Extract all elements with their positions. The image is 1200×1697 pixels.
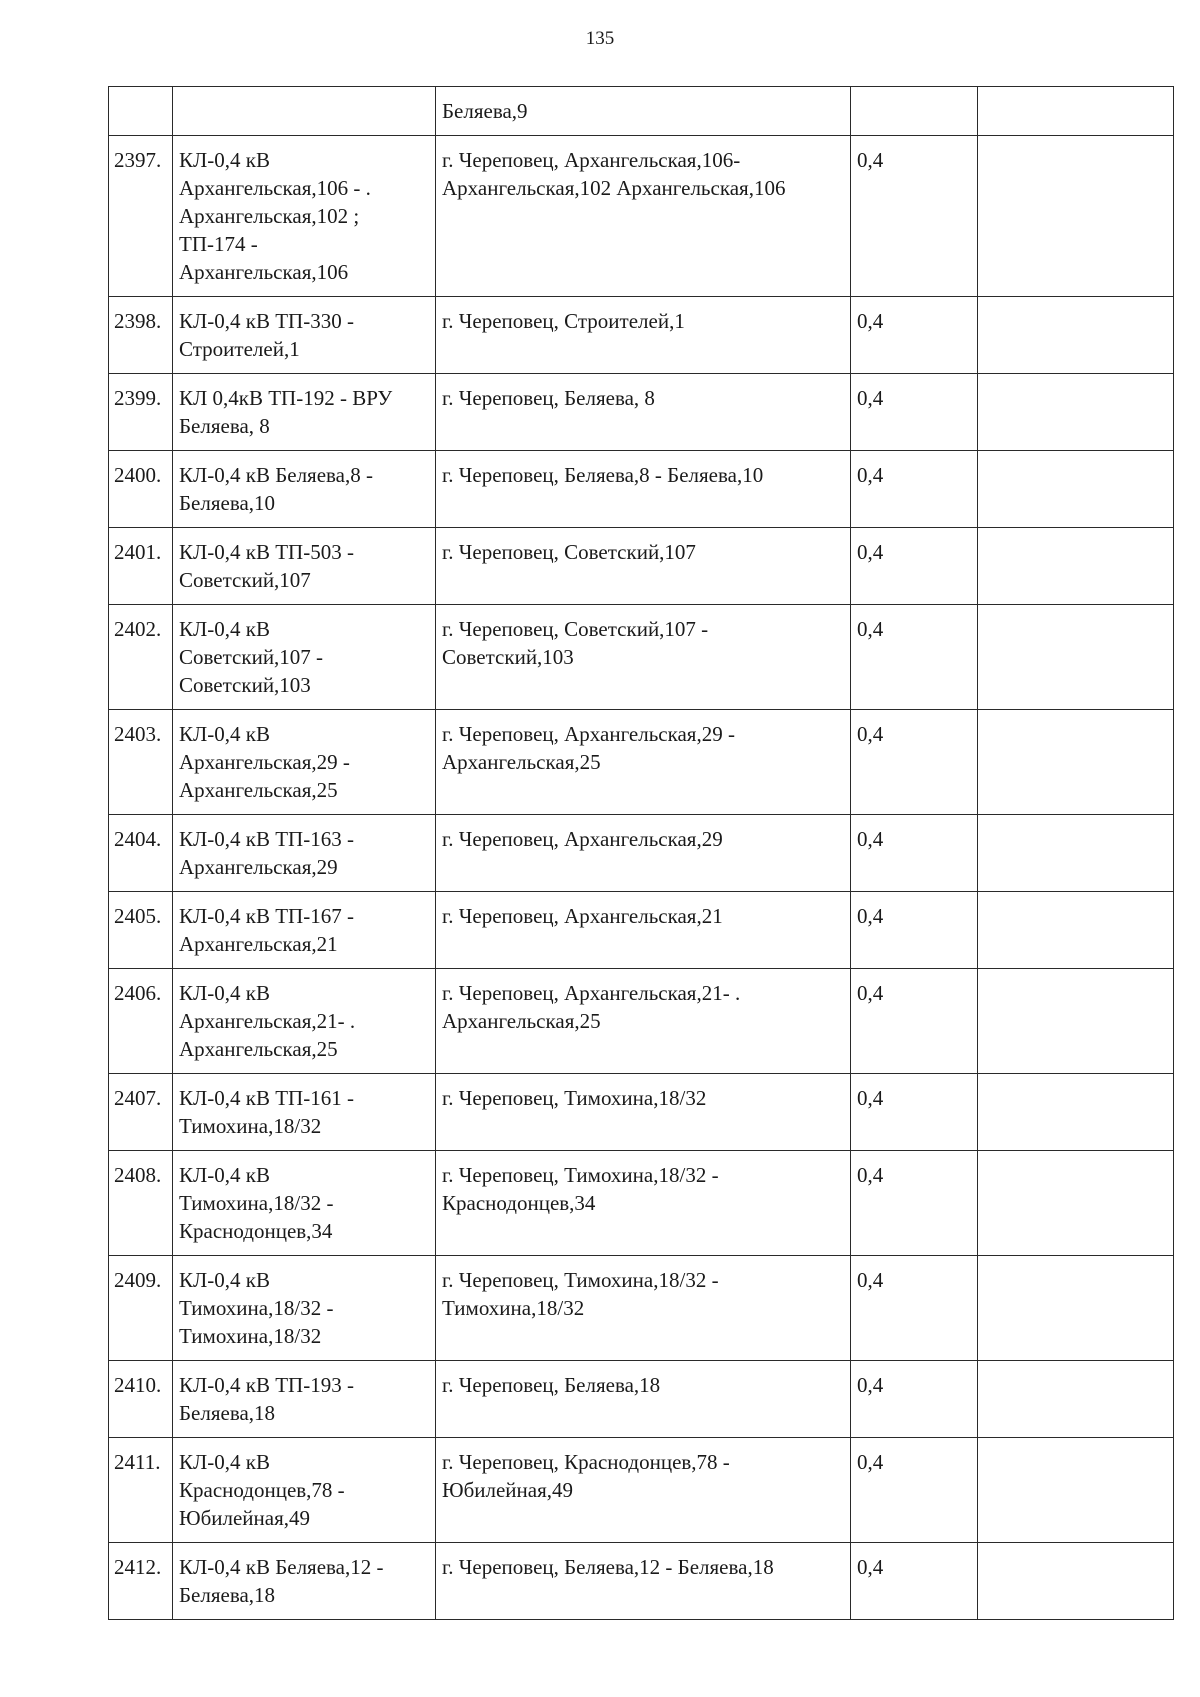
voltage-cell: 0,4 (851, 605, 978, 710)
table-row (109, 1256, 1174, 1361)
voltage-cell: 0,4 (851, 892, 978, 969)
voltage-cell: 0,4 (851, 1361, 978, 1438)
line-name-cell: КЛ-0,4 кВ Советский,107 - Советский,103 (173, 605, 436, 710)
table-row (109, 1438, 1174, 1543)
note-cell (978, 1361, 1174, 1438)
address-cell: г. Череповец, Архангельская,29 - Архангельская,25 (436, 710, 851, 815)
voltage-cell: 0,4 (851, 710, 978, 815)
note-cell (978, 87, 1174, 136)
address-cell: г. Череповец, Архангельская,21- . Архангельская,25 (436, 969, 851, 1074)
address-cell: г. Череповец, Краснодонцев,78 - Юбилейная,49 (436, 1438, 851, 1543)
voltage-cell: 0,4 (851, 969, 978, 1074)
line-name-cell: КЛ 0,4кВ ТП-192 - ВРУ Беляева, 8 (173, 374, 436, 451)
row-number-cell: 2412. (109, 1543, 173, 1620)
note-cell (978, 1256, 1174, 1361)
note-cell (978, 1438, 1174, 1543)
note-cell (978, 815, 1174, 892)
row-number-cell: 2408. (109, 1151, 173, 1256)
address-cell: г. Череповец, Архангельская,21 (436, 892, 851, 969)
voltage-cell: 0,4 (851, 451, 978, 528)
address-cell: г. Череповец, Тимохина,18/32 - Тимохина,18/32 (436, 1256, 851, 1361)
line-name-cell: КЛ-0,4 кВ ТП-193 - Беляева,18 (173, 1361, 436, 1438)
note-cell (978, 969, 1174, 1074)
note-cell (978, 1543, 1174, 1620)
row-number-cell: 2409. (109, 1256, 173, 1361)
page-number: 135 (585, 28, 615, 49)
row-number-cell: 2402. (109, 605, 173, 710)
row-number-cell: 2403. (109, 710, 173, 815)
line-name-cell: КЛ-0,4 кВ ТП-330 - Строителей,1 (173, 297, 436, 374)
row-number-cell: 2397. (109, 136, 173, 297)
row-number-cell: 2398. (109, 297, 173, 374)
note-cell (978, 892, 1174, 969)
cable-line-registry-table (108, 86, 1174, 1620)
row-number-cell: 2411. (109, 1438, 173, 1543)
line-name-cell: КЛ-0,4 кВ ТП-161 - Тимохина,18/32 (173, 1074, 436, 1151)
voltage-cell (851, 87, 978, 136)
row-number-cell: 2404. (109, 815, 173, 892)
voltage-cell: 0,4 (851, 1543, 978, 1620)
line-name-cell: КЛ-0,4 кВ ТП-163 - Архангельская,29 (173, 815, 436, 892)
note-cell (978, 1074, 1174, 1151)
table-row (109, 605, 1174, 710)
line-name-cell: КЛ-0,4 кВ Архангельская,29 - Архангельская,25 (173, 710, 436, 815)
voltage-cell: 0,4 (851, 815, 978, 892)
row-number-cell: 2407. (109, 1074, 173, 1151)
voltage-cell: 0,4 (851, 1438, 978, 1543)
address-cell: г. Череповец, Советский,107 (436, 528, 851, 605)
address-cell: г. Череповец, Беляева,18 (436, 1361, 851, 1438)
table-body (109, 87, 1174, 1620)
note-cell (978, 1151, 1174, 1256)
table-row (109, 1543, 1174, 1620)
row-number-cell: 2400. (109, 451, 173, 528)
table-row (109, 710, 1174, 815)
voltage-cell: 0,4 (851, 1256, 978, 1361)
voltage-cell: 0,4 (851, 374, 978, 451)
voltage-cell: 0,4 (851, 136, 978, 297)
line-name-cell: КЛ-0,4 кВ Архангельская,21- . Архангельская,25 (173, 969, 436, 1074)
table-row (109, 528, 1174, 605)
row-number-cell (109, 87, 173, 136)
address-cell: г. Череповец, Советский,107 - Советский,103 (436, 605, 851, 710)
table-row (109, 892, 1174, 969)
table-row (109, 374, 1174, 451)
line-name-cell: КЛ-0,4 кВ Архангельская,106 - . Архангельская,102 ; ТП-174 - Архангельская,106 (173, 136, 436, 297)
voltage-cell: 0,4 (851, 1151, 978, 1256)
note-cell (978, 605, 1174, 710)
table-row (109, 87, 1174, 136)
line-name-cell: КЛ-0,4 кВ Беляева,8 - Беляева,10 (173, 451, 436, 528)
note-cell (978, 297, 1174, 374)
address-cell: г. Череповец, Беляева,12 - Беляева,18 (436, 1543, 851, 1620)
line-name-cell (173, 87, 436, 136)
note-cell (978, 136, 1174, 297)
voltage-cell: 0,4 (851, 297, 978, 374)
table-row (109, 815, 1174, 892)
address-cell: г. Череповец, Тимохина,18/32 - Краснодонцев,34 (436, 1151, 851, 1256)
voltage-cell: 0,4 (851, 528, 978, 605)
address-cell: г. Череповец, Тимохина,18/32 (436, 1074, 851, 1151)
line-name-cell: КЛ-0,4 кВ Тимохина,18/32 - Тимохина,18/32 (173, 1256, 436, 1361)
table-row (109, 1074, 1174, 1151)
table-row (109, 1361, 1174, 1438)
table-row (109, 1151, 1174, 1256)
table-row (109, 451, 1174, 528)
table-row (109, 969, 1174, 1074)
note-cell (978, 528, 1174, 605)
note-cell (978, 710, 1174, 815)
address-cell: г. Череповец, Беляева,8 - Беляева,10 (436, 451, 851, 528)
line-name-cell: КЛ-0,4 кВ ТП-167 - Архангельская,21 (173, 892, 436, 969)
table-row (109, 297, 1174, 374)
address-cell: г. Череповец, Архангельская,106- Архангельская,102 Архангельская,106 (436, 136, 851, 297)
table-row (109, 136, 1174, 297)
address-cell: г. Череповец, Беляева, 8 (436, 374, 851, 451)
row-number-cell: 2399. (109, 374, 173, 451)
row-number-cell: 2401. (109, 528, 173, 605)
note-cell (978, 374, 1174, 451)
line-name-cell: КЛ-0,4 кВ ТП-503 - Советский,107 (173, 528, 436, 605)
address-cell: Беляева,9 (436, 87, 851, 136)
voltage-cell: 0,4 (851, 1074, 978, 1151)
line-name-cell: КЛ-0,4 кВ Беляева,12 - Беляева,18 (173, 1543, 436, 1620)
line-name-cell: КЛ-0,4 кВ Краснодонцев,78 - Юбилейная,49 (173, 1438, 436, 1543)
note-cell (978, 451, 1174, 528)
line-name-cell: КЛ-0,4 кВ Тимохина,18/32 - Краснодонцев,34 (173, 1151, 436, 1256)
address-cell: г. Череповец, Архангельская,29 (436, 815, 851, 892)
row-number-cell: 2406. (109, 969, 173, 1074)
address-cell: г. Череповец, Строителей,1 (436, 297, 851, 374)
row-number-cell: 2405. (109, 892, 173, 969)
row-number-cell: 2410. (109, 1361, 173, 1438)
